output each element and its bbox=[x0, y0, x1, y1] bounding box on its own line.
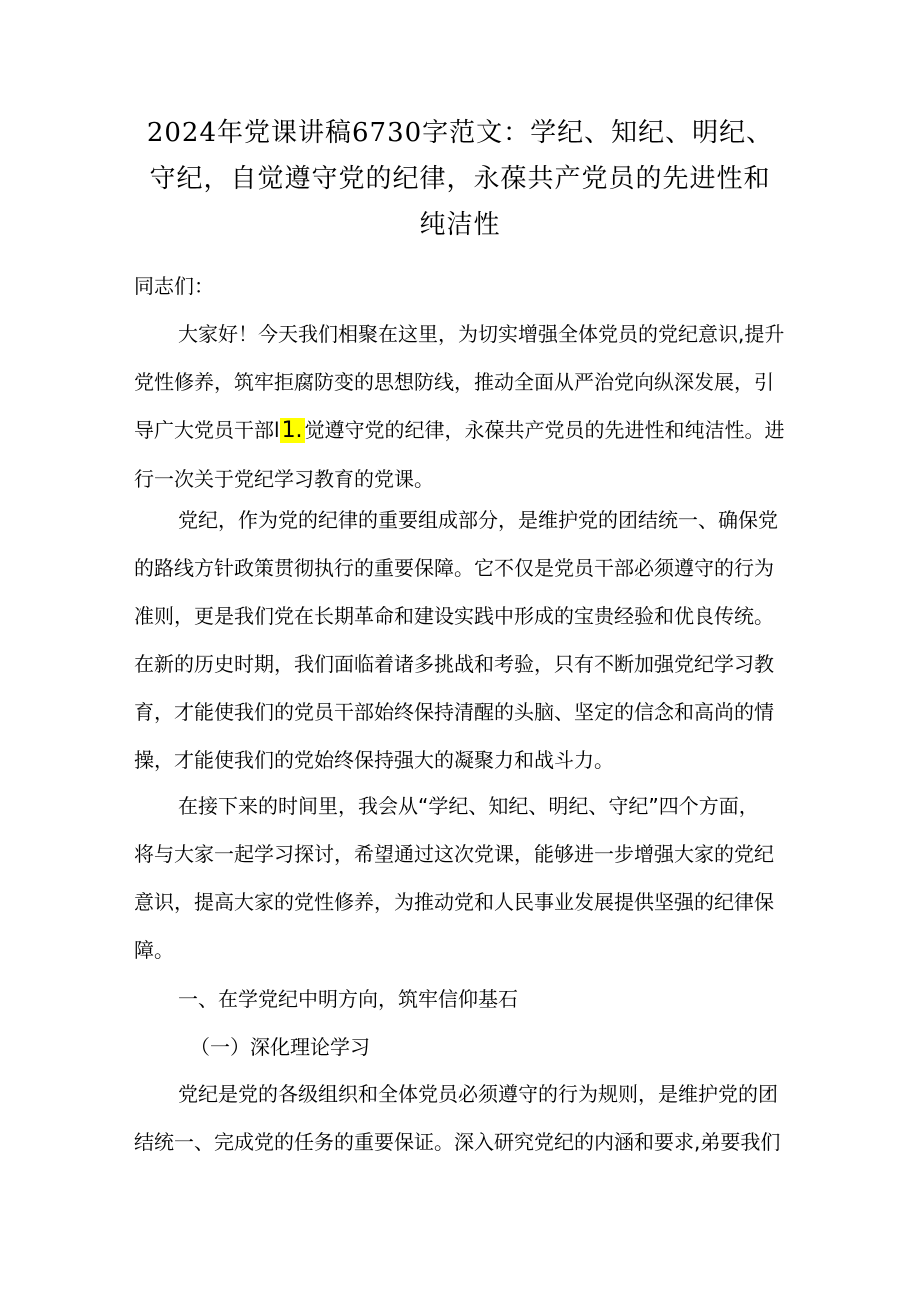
paragraph-line: 行一次关于党纪学习教育的党课。 bbox=[134, 467, 434, 491]
section-heading: 一、在学党纪中明方向，筑牢信仰基石 bbox=[178, 987, 518, 1011]
paragraph-outline bbox=[134, 782, 794, 974]
paragraph-theory-study bbox=[134, 1070, 794, 1166]
highlight-mark: 1. bbox=[281, 418, 303, 443]
paragraph-line: 结统一、完成党的任务的重要保证。深入研究党纪的内涵和要求,弟要我们 bbox=[134, 1130, 781, 1154]
paragraph-line: 育，才能使我们的党员干部始终保持清醒的头脑、坚定的信念和高尚的情 bbox=[134, 700, 774, 724]
paragraph-line: 准则，更是我们党在长期革命和建设实践中形成的宝贵经验和优良传统。 bbox=[134, 604, 774, 628]
paragraph-line: 大家好！今天我们相聚在这里，为切实增强全体党员的党纪意识,提升 bbox=[178, 322, 785, 346]
paragraph-line: 意识，提高大家的党性修养，为推动党和人民事业发展提供坚强的纪律保 bbox=[134, 890, 774, 914]
paragraph-line: 在新的历史时期，我们面临着诸多挑战和考验，只有不断加强党纪学习教 bbox=[134, 652, 774, 676]
paragraph-line-highlighted bbox=[134, 406, 794, 455]
paragraph-line: 党纪，作为党的纪律的重要组成部分，是维护党的团结统一、确保党 bbox=[178, 508, 778, 532]
paragraph-intro bbox=[134, 310, 794, 503]
title-line: 纯洁性 bbox=[419, 210, 501, 240]
paragraph-line: 党纪是党的各级组织和全体党员必须遵守的行为规则，是维护党的团 bbox=[178, 1082, 778, 1106]
subsection-heading: （一）深化理论学习 bbox=[190, 1035, 370, 1059]
paragraph-line: 在接下来的时间里，我会从“学纪、知纪、明纪、守纪”四个方面， bbox=[178, 794, 759, 818]
salutation bbox=[134, 262, 794, 310]
text-fragment: 觉遵守党的纪律，永葆共产党员的先进性和纯洁性。进 bbox=[304, 418, 785, 442]
document-title bbox=[120, 110, 800, 248]
title-line: 2024年党课讲稿6730字范文：学纪、知纪、明纪、 bbox=[146, 118, 774, 148]
text-fragment: l bbox=[274, 418, 280, 442]
paragraph-line: 党性修养，筑牢拒腐防变的思想防线，推动全面从严治党向纵深发展，引 bbox=[134, 370, 774, 394]
paragraph-line: 的路线方针政策贯彻执行的重要保障。它不仅是党员干部必须遵守的行为 bbox=[134, 556, 774, 580]
title-line: 守纪，自觉遵守党的纪律，永葆共产党员的先进性和 bbox=[149, 164, 771, 194]
text-fragment: 导广大党员干部 bbox=[134, 418, 274, 442]
paragraph-line: 障。 bbox=[134, 938, 174, 962]
paragraph-line: 将与大家一起学习探讨，希望通过这次党课，能够进一步增强大家的党纪 bbox=[134, 842, 774, 866]
paragraph-party-discipline bbox=[134, 496, 794, 784]
paragraph-line: 操，才能使我们的党始终保持强大的凝聚力和战斗力。 bbox=[134, 748, 614, 772]
salutation-text: 同志们： bbox=[134, 274, 214, 298]
